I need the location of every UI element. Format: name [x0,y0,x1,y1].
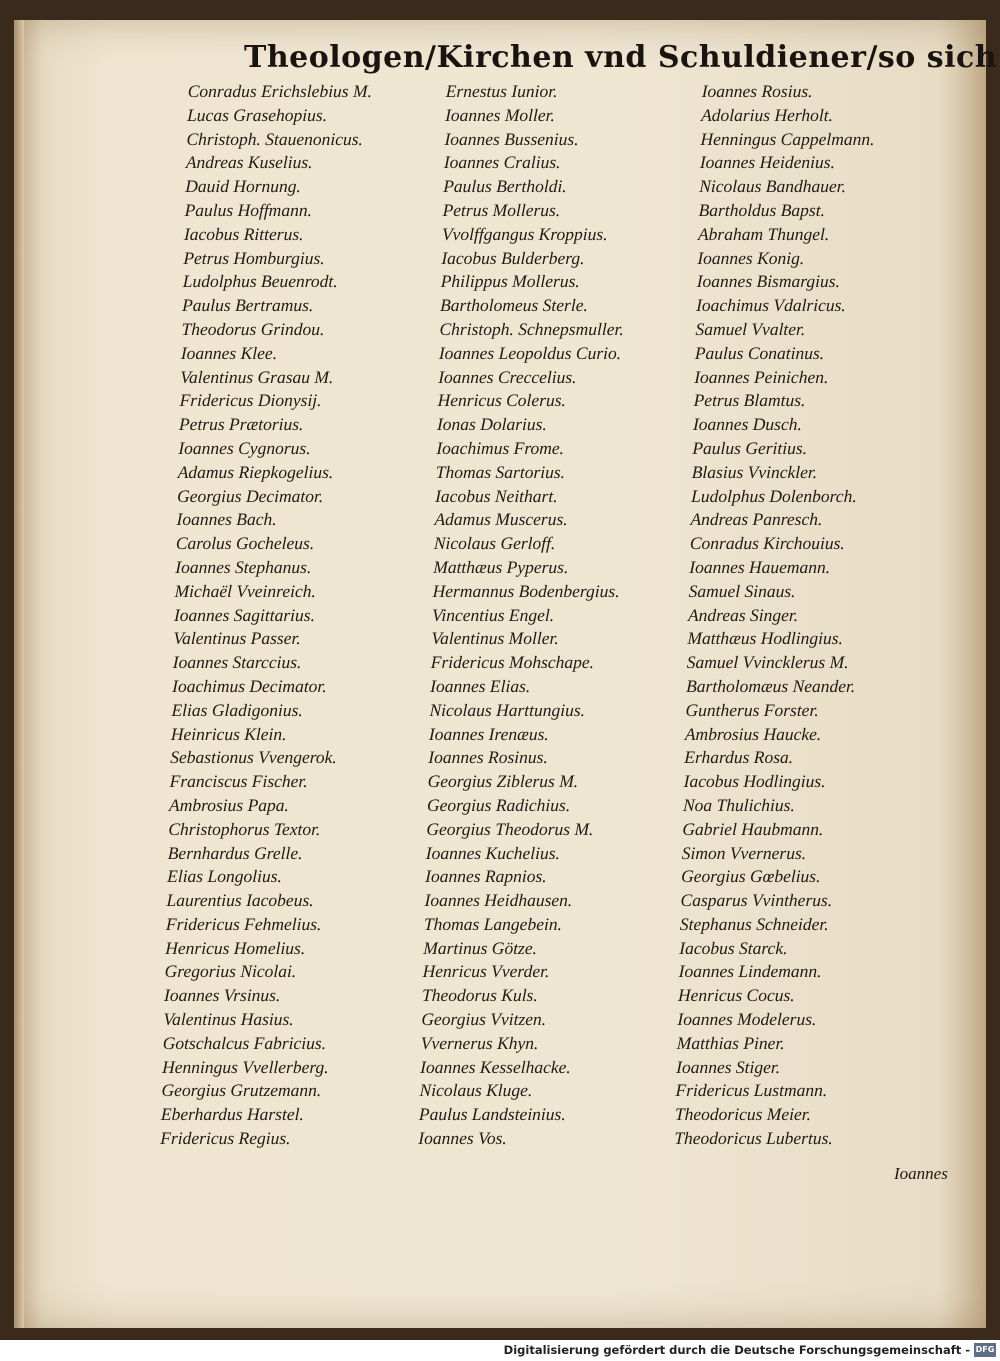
name-entry: Ioannes Starccius. [172,652,302,673]
page-binding-edge [14,20,24,1328]
name-entry: Valentinus Grasau M. [179,366,334,387]
name-entry: Thomas Langebein. [423,913,563,934]
name-entry: Lucas Grasehopius. [186,104,328,125]
name-entry: Andreas Kuselius. [185,152,313,173]
name-entry: Paulus Landsteinius. [418,1104,567,1125]
name-entry: Christoph. Stauenonicus. [186,128,364,149]
name-entry: Hermannus Bodenbergius. [432,580,620,601]
name-entry: Ioannes Klee. [180,342,278,363]
name-entry: Andreas Singer. [687,604,799,625]
name-column-3 [674,80,876,1151]
name-entry: Ludolphus Dolenborch. [690,485,858,506]
name-entry: Ioannes Stiger. [675,1056,781,1077]
name-entry: Matthias Piner. [676,1032,785,1053]
name-entry: Georgius Gœbelius. [680,866,821,887]
name-entry: Eberhardus Harstel. [160,1104,305,1125]
book-page [14,20,998,1328]
name-entry: Nicolaus Kluge. [419,1080,533,1101]
name-entry: Adamus Muscerus. [434,509,568,530]
funding-notice: Digitalisierung gefördert durch die Deutsche Forschungsgemeinschaft - [503,1343,970,1357]
name-entry: Georgius Ziblerus M. [427,771,579,792]
name-entry: Blasius Vvinckler. [691,461,818,482]
name-entry: Gregorius Nicolai. [164,961,297,982]
name-entry: Petrus Mollerus. [442,199,561,220]
name-entry: Philippus Mollerus. [440,271,581,292]
name-entry: Ioannes Modelerus. [677,1009,817,1030]
name-entry: Ioannes Rosinus. [428,747,549,768]
name-entry: Dauid Hornung. [184,176,302,197]
page-heading: Theologen/Kirchen vnd Schuldiener/so sich [244,40,998,75]
name-entry: Nicolaus Gerloff. [433,533,556,554]
name-entry: Gotschalcus Fabricius. [162,1032,327,1053]
name-entry: Ioannes Heidenius. [699,152,836,173]
name-entry: Guntherus Forster. [685,699,819,720]
name-entry: Paulus Geritius. [692,437,808,458]
name-entry: Bartholomæus Neander. [685,675,856,696]
name-entry: Ioannes Rosius. [701,81,813,101]
name-entry: Christoph. Schnepsmuller. [439,318,625,339]
name-entry: Paulus Bertholdi. [442,176,567,197]
name-entry: Petrus Homburgius. [183,247,325,268]
name-entry: Samuel Vvalter. [695,318,806,339]
name-entry: Henricus Colerus. [437,390,567,411]
name-entry: Carolus Gocheleus. [175,533,315,554]
name-entry: Ioannes Cralius. [443,152,561,173]
name-entry: Fridericus Lustmann. [675,1080,828,1101]
name-entry: Theodoricus Meier. [674,1104,812,1125]
name-entry: Matthæus Pyperus. [433,556,569,577]
name-entry: Ioachimus Frome. [436,437,565,458]
name-entry: Fridericus Dionysij. [179,390,322,411]
name-entry: Ioannes Bussenius. [444,128,579,149]
name-entry: Elias Gladigonius. [171,699,304,720]
dfg-logo-icon: DFG [974,1343,996,1357]
name-entry: Thomas Sartorius. [435,461,566,482]
name-entry: Paulus Conatinus. [694,342,825,363]
name-entry: Ludolphus Beuenrodt. [182,271,338,292]
name-entry: Ioachimus Vdalricus. [695,295,847,316]
name-entry: Gabriel Haubmann. [682,818,824,839]
name-entry: Bartholdus Bapst. [698,199,826,220]
name-entry: Georgius Decimator. [176,485,324,506]
name-entry: Nicolaus Harttungius. [429,699,586,720]
name-entry: Vvernerus Khyn. [420,1032,539,1053]
name-entry: Matthæus Hodlingius. [687,628,844,649]
name-entry: Ioannes Hauemann. [689,556,831,577]
name-entry: Ernestus Iunior. [445,81,558,101]
name-entry: Samuel Vvincklerus M. [686,652,849,673]
name-entry: Sebastionus Vvengerok. [170,747,338,768]
name-entry: Ioannes Irenæus. [428,723,550,744]
name-entry: Ioannes Moller. [444,104,556,125]
name-entry: Vvolffgangus Kroppius. [441,223,608,244]
name-entry: Ioannes Creccelius. [437,366,577,387]
name-entry: Vincentius Engel. [431,604,555,625]
name-entry: Georgius Vvitzen. [421,1009,547,1030]
name-entry: Iacobus Starck. [679,937,788,958]
name-entry: Ioannes Rapnios. [424,866,547,887]
name-entry: Valentinus Passer. [173,628,302,649]
name-entry: Stephanus Schneider. [679,913,829,934]
name-entry: Ioannes Kesselhacke. [419,1056,572,1077]
name-entry: Ioannes Vos. [418,1128,508,1149]
name-entry: Ioannes Vrsinus. [163,985,281,1006]
name-entry: Fridericus Regius. [160,1128,291,1149]
name-entry: Ioannes Stephanus. [175,556,312,577]
name-entry: Franciscus Fischer. [169,771,308,792]
name-entry: Henningus Vvellerberg. [161,1056,329,1077]
name-entry: Abraham Thungel. [697,223,830,244]
name-entry: Casparus Vvintherus. [680,890,833,911]
name-entry: Bartholomeus Sterle. [439,295,589,316]
name-entry: Ioannes Dusch. [692,414,803,435]
name-entry: Henricus Vverder. [422,961,550,982]
name-entry: Iacobus Bulderberg. [441,247,585,268]
footer-bar [0,1340,1000,1361]
name-entry: Simon Vvernerus. [681,842,807,863]
name-entry: Bernhardus Grelle. [167,842,303,863]
name-entry: Ioannes Kuchelius. [425,842,561,863]
name-entry: Fridericus Mohschape. [430,652,595,673]
name-entry: Iacobus Neithart. [434,485,558,506]
name-entry: Ioannes Lindemann. [678,961,822,982]
name-entry: Andreas Panresch. [690,509,823,530]
name-entry: Paulus Hoffmann. [184,199,313,220]
name-entry: Valentinus Hasius. [163,1009,294,1030]
name-column-2 [418,80,633,1151]
name-entry: Ioannes Konig. [697,247,805,268]
name-entry: Henningus Cappelmann. [700,128,875,149]
name-entry: Martinus Götze. [423,937,538,958]
name-column-1 [160,80,372,1151]
name-entry: Ioannes Bach. [176,509,277,530]
name-entry: Ioannes Cygnorus. [178,437,311,458]
name-entry: Ambrosius Papa. [168,794,290,815]
name-entry: Ioannes Bismargius. [696,271,841,292]
name-entry: Heinricus Klein. [170,723,287,744]
catchword: Ioannes [894,1164,948,1183]
name-entry: Ioannes Elias. [429,675,531,696]
name-entry: Ionas Dolarius. [436,414,548,435]
name-entry: Theodorus Kuls. [421,985,539,1006]
name-entry: Petrus Prætorius. [178,414,304,435]
name-entry: Samuel Sinaus. [688,580,796,601]
name-entry: Conradus Kirchouius. [689,533,846,554]
name-entry: Ioachimus Decimator. [171,675,327,696]
name-entry: Michaël Vveinreich. [174,580,317,601]
name-entry: Noa Thulichius. [682,794,796,815]
name-entry: Iacobus Hodlingius. [683,771,826,792]
name-entry: Henricus Homelius. [165,937,306,958]
name-entry: Petrus Blamtus. [693,390,806,411]
name-entry: Christophorus Textor. [168,818,321,839]
name-entry: Georgius Grutzemann. [161,1080,322,1101]
name-entry: Ioannes Leopoldus Curio. [438,342,622,363]
name-entry: Theodoricus Lubertus. [674,1128,834,1149]
name-entry: Ioannes Heidhausen. [424,890,573,911]
name-entry: Conradus Erichslebius M. [187,81,373,101]
name-entry: Ioannes Peinichen. [693,366,829,387]
name-entry: Ambrosius Haucke. [684,723,822,744]
name-entry: Nicolaus Bandhauer. [698,176,847,197]
name-entry: Elias Longolius. [166,866,283,887]
name-entry: Georgius Radichius. [426,794,571,815]
name-entry: Fridericus Fehmelius. [165,913,322,934]
name-entry: Henricus Cocus. [677,985,795,1006]
name-entry: Theodorus Grindou. [181,318,325,339]
name-entry: Laurentius Iacobeus. [166,890,314,911]
name-entry: Erhardus Rosa. [684,747,794,768]
name-entry: Adamus Riepkogelius. [177,461,334,482]
name-entry: Paulus Bertramus. [181,295,314,316]
name-entry: Valentinus Moller. [431,628,560,649]
name-entry: Georgius Theodorus M. [426,818,594,839]
name-entry: Iacobus Ritterus. [183,223,304,244]
name-entry: Adolarius Herholt. [700,104,834,125]
name-entry: Ioannes Sagittarius. [173,604,316,625]
